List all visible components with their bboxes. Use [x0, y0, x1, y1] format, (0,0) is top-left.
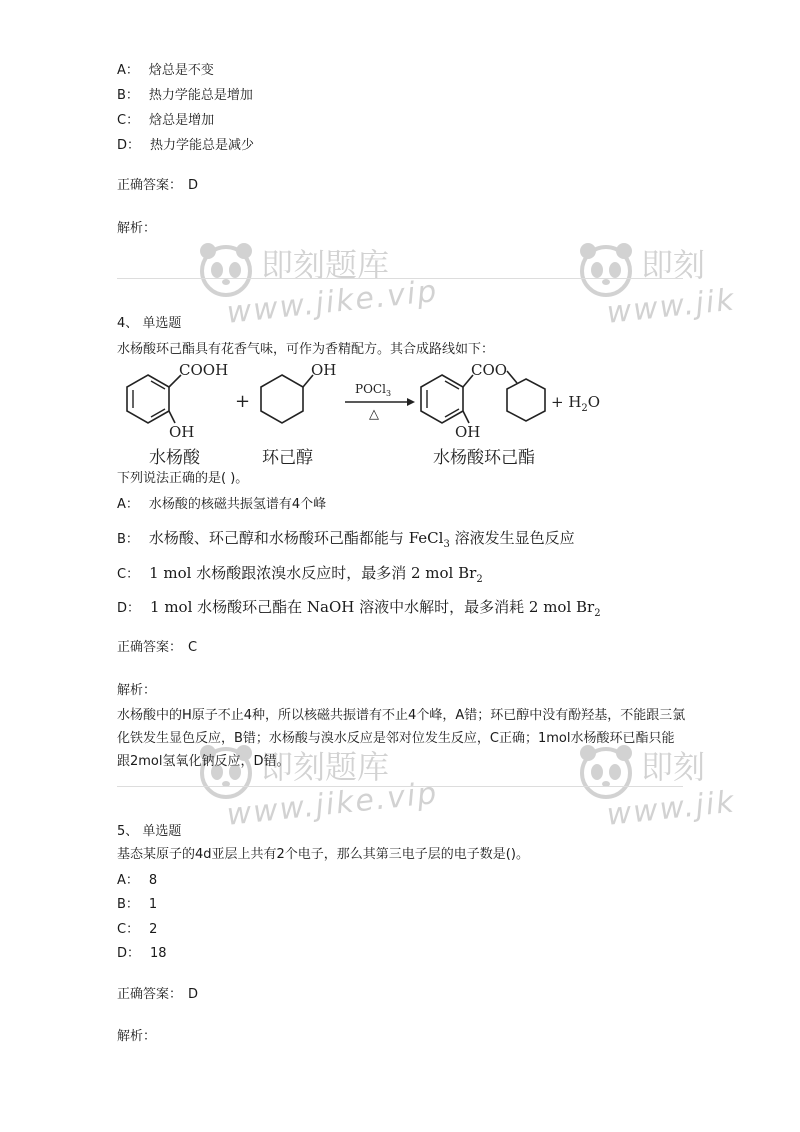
option-letter: C： — [117, 113, 140, 128]
option-text: 1 — [148, 897, 158, 912]
q5-option-a — [117, 871, 157, 891]
watermark-brand: 即刻题库 — [261, 748, 390, 786]
q4-header: 4、 单选题 — [117, 316, 182, 331]
watermark-url: www.jike.vip — [225, 273, 440, 331]
option-letter: D： — [117, 601, 141, 616]
q5-option-d — [117, 944, 167, 964]
compound-name: 水杨酸 — [149, 448, 200, 468]
q4-option-c — [117, 563, 483, 590]
option-letter: D： — [117, 946, 141, 961]
panda-logo-icon — [575, 238, 637, 300]
q4-option-b — [117, 528, 575, 555]
option-text: 热力学能总是减少 — [150, 138, 255, 153]
cyclohexane-ring — [507, 379, 545, 421]
q4-stem: 水杨酸环己酯具有花香气味，可作为香精配方。其合成路线如下： — [117, 342, 495, 357]
option-text: 水杨酸、环己醇和水杨酸环己酯都能与 FeCl — [148, 529, 444, 547]
q5-header: 5、 单选题 — [117, 824, 182, 839]
answer-value: C — [188, 640, 198, 655]
q3-analysis-label: 解析： — [117, 221, 157, 236]
hydroxyl-label: OH — [311, 361, 337, 379]
option-text: 18 — [150, 946, 167, 961]
option-text: 1 mol 水杨酸环己酯在 NaOH 溶液中水解时，最多消耗 2 mol Br — [150, 598, 595, 616]
answer-label: 正确答案： — [117, 987, 183, 1002]
q4-analysis-text: 水杨酸中的H原子不止4种，所以核磁共振谱有不止4个峰，A错；环已醇中没有酚羟基，不能跟三氯化铁发生显色反应，B错；水杨酸与溴水反应是邻对位发生反应，C正确；1mol水杨酸环已酯只能跟2mol氢氧化钠反应，D错。 — [117, 708, 686, 769]
option-text: 水杨酸的核磁共振氢谱有4个峰 — [148, 497, 327, 512]
answer-label: 正确答案： — [117, 640, 183, 655]
divider — [117, 278, 683, 279]
q3-answer — [117, 176, 198, 196]
answer-value: D — [188, 987, 199, 1002]
q4-option-d — [117, 597, 601, 624]
q4-option-a — [117, 495, 326, 515]
hydroxyl-label: OH — [455, 423, 481, 441]
watermark-url: www.jik — [605, 784, 738, 833]
water-label: + $H_2O$ — [551, 393, 601, 414]
option-letter: A： — [117, 497, 139, 512]
option-text: 2 — [149, 922, 158, 937]
option-text: 焓总是增加 — [149, 113, 215, 128]
subscript: 3 — [443, 539, 450, 550]
watermark — [195, 238, 475, 348]
answer-label: 正确答案： — [117, 178, 183, 193]
option-letter: B： — [117, 532, 139, 547]
option-letter: B： — [117, 897, 139, 912]
option-letter: C： — [117, 922, 140, 937]
q5-option-c — [117, 920, 157, 940]
heat-symbol: △ — [369, 407, 379, 422]
option-letter: D： — [117, 138, 141, 153]
option-letter: B： — [117, 88, 139, 103]
reaction-scheme — [117, 355, 602, 470]
carboxyl-label: COOH — [179, 361, 229, 379]
q5-stem: 基态某原子的4d亚层上共有2个电子，那么其第三电子层的电子数是()。 — [117, 847, 529, 862]
q5-answer — [117, 985, 198, 1005]
ester-label: COO — [471, 361, 508, 379]
option-text: 1 mol 水杨酸跟浓溴水反应时，最多消 2 mol Br — [149, 564, 477, 582]
q3-option-b — [117, 86, 253, 106]
q3-option-d — [117, 136, 254, 156]
answer-value: D — [188, 178, 199, 193]
option-letter: A： — [117, 873, 139, 888]
subscript: 2 — [476, 574, 483, 585]
panda-logo-icon — [195, 238, 257, 300]
watermark-url: www.jike.vip — [225, 775, 440, 833]
q5-analysis-label: 解析： — [117, 1029, 157, 1044]
option-text-tail: 溶液发生显色反应 — [449, 529, 575, 547]
q4-analysis-label: 解析： — [117, 683, 157, 698]
q4-question: 下列说法正确的是( )。 — [117, 471, 249, 486]
q5-option-b — [117, 895, 157, 915]
compound-name: 水杨酸环己酯 — [433, 448, 535, 468]
watermark — [575, 238, 800, 348]
option-text: 焓总是不变 — [148, 63, 214, 78]
option-text: 8 — [148, 873, 158, 888]
option-letter: C： — [117, 567, 140, 582]
reagent-label: POCl$_3$ — [355, 382, 392, 398]
q3-option-a — [117, 61, 214, 81]
compound-name: 环己醇 — [262, 448, 313, 468]
watermark-brand: 即刻 — [641, 748, 706, 786]
watermark-brand: 即刻 — [641, 246, 706, 284]
option-letter: A： — [117, 63, 139, 78]
plus-sign: + — [235, 391, 251, 412]
subscript: 2 — [594, 608, 601, 619]
watermark-url: www.jik — [605, 282, 738, 331]
divider — [117, 786, 683, 787]
q4-answer — [117, 638, 197, 658]
hydroxyl-label: OH — [169, 423, 195, 441]
q3-option-c — [117, 111, 214, 131]
cyclohexane-ring — [261, 375, 303, 423]
watermark-brand: 即刻题库 — [261, 246, 390, 284]
option-text: 热力学能总是增加 — [148, 88, 253, 103]
